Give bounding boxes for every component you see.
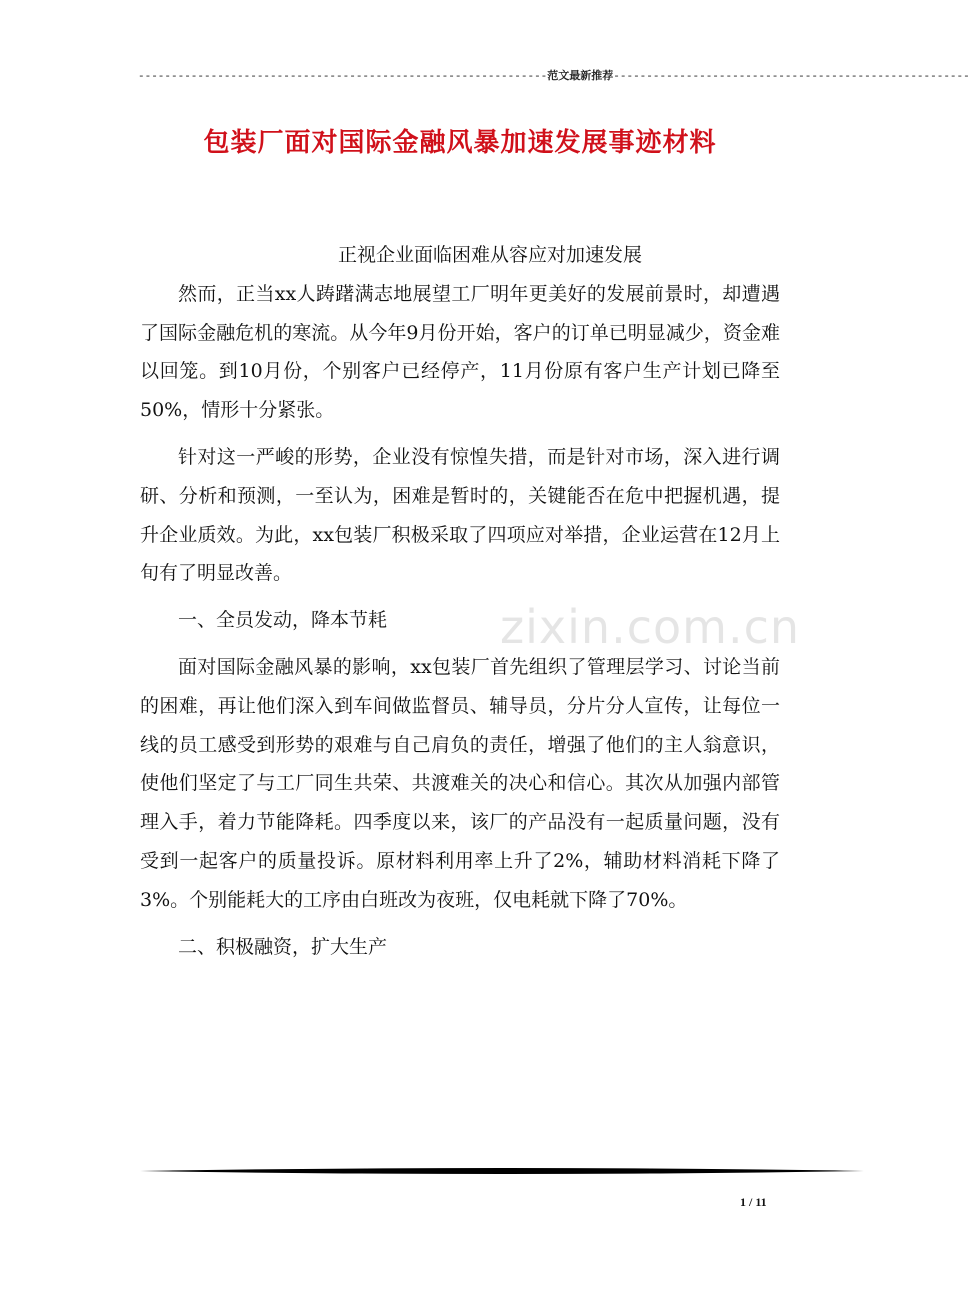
header-dashes-left: -------------------------------------------------------------- [138,71,548,83]
watermark: zixin.com.cn [500,600,801,654]
header-dashes-right: ------------------------------------------------------ [613,71,970,83]
page-number: 1 / 11 [740,1195,767,1209]
section-heading-2: 二、积极融资，扩大生产 [178,935,388,958]
footer-rule [140,1164,864,1178]
paragraph-2: 针对这一严峻的形势，企业没有惊惶失措，而是针对市场，深入进行调研、分析和预测，一至认为，困难是暂时的，关键能否在危中把握机遇，提升企业质效。为此，xx包装厂积极采取了四项应对举措，企业运营在12月上旬有了明显改善。 [140,445,780,585]
paragraph-3: 面对国际金融风暴的影响，xx包装厂首先组织了管理层学习、讨论当前的困难，再让他们深入到车间做监督员、辅导员，分片分人宣传，让每位一线的员工感受到形势的艰难与自己肩负的责任，增强了他们的主人翁意识，使他们坚定了与工厂同生共荣、共渡难关的决心和信心。其次从加强内部管理入手，着力节能降耗。四季度以来，该厂的产品没有一起质量问题，没有受到一起客户的质量投诉。原材料利用率上升了2%，辅助材料消耗下降了3%。个别能耗大的工序由白班改为夜班，仅电耗就下降了70%。 [140,655,780,911]
subtitle: 正视企业面临困难从容应对加速发展 [337,244,642,266]
document-title: 包装厂面对国际金融风暴加速发展事迹材料 [203,128,717,158]
page-header [138,68,970,85]
section-heading-1: 一、全员发动，降本节耗 [178,609,388,632]
paragraph-1: 然而，正当xx人踌躇满志地展望工厂明年更美好的发展前景时，却遭遇了国际金融危机的寒流。从今年9月份开始，客户的订单已明显减少，资金难以回笼。到10月份，个别客户已经停产，11月份原有客户生产计划已降至50%，情形十分紧张。 [140,282,780,422]
header-label: 范文最新推荐 [547,69,614,82]
